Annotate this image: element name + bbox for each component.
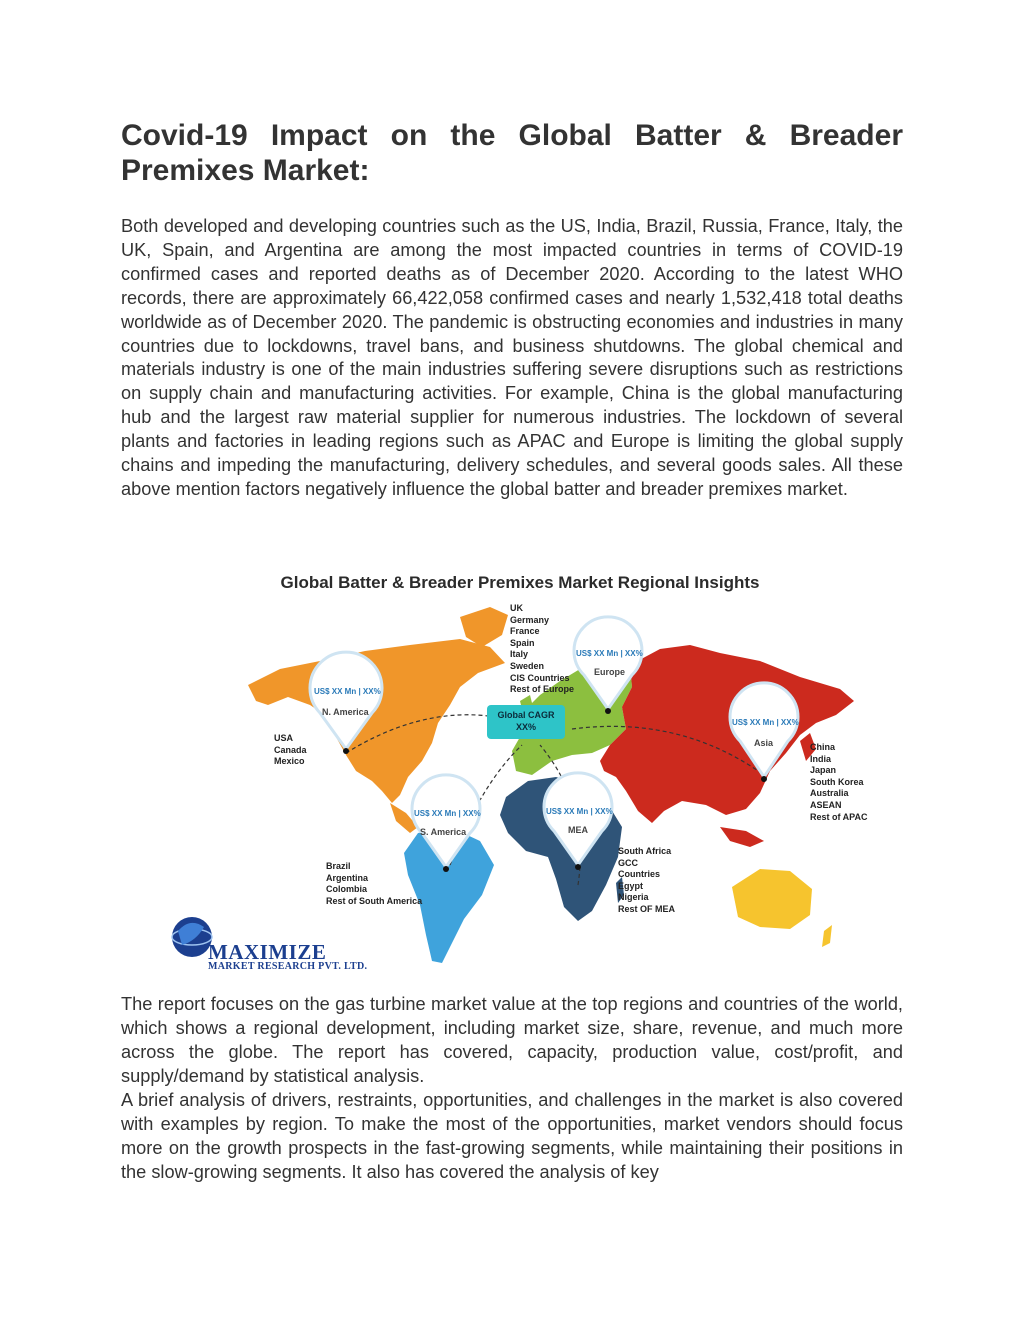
report-focus-paragraph: The report focuses on the gas turbine market value at the top regions and countries of the world, which shows a regional development, including market size, share, revenue, and much more across the globe. The report has covered, capacity, production value, cost/profit, and supply/demand by statistical analysis.	[121, 994, 903, 1086]
regional-insights-figure	[160, 565, 880, 975]
country-item: South Korea	[810, 776, 864, 787]
country-item: UK	[510, 603, 523, 613]
north-america-country-list	[274, 733, 307, 768]
country-item: Spain	[510, 637, 535, 648]
country-item: Germany	[510, 614, 550, 625]
south-america-value: US$ XX Mn | XX%	[414, 809, 481, 818]
country-item: Japan	[810, 765, 837, 776]
country-item: Rest of APAC	[810, 811, 868, 822]
mea-value: US$ XX Mn | XX%	[546, 807, 613, 816]
country-item: Rest of Europe	[510, 684, 575, 695]
country-item: Australia	[810, 788, 849, 799]
country-item: South Africa	[618, 846, 672, 856]
north-america-shape	[248, 639, 505, 803]
europe-label: Europe	[594, 667, 626, 677]
logo-wordmark: MAXIMIZE	[208, 940, 327, 964]
country-item: CIS Countries	[510, 672, 570, 683]
country-item: USA	[274, 733, 294, 743]
country-item: Rest OF MEA	[618, 903, 676, 914]
country-item: Colombia	[326, 884, 368, 895]
north-america-label: N. America	[322, 707, 369, 717]
asia-country-list	[810, 742, 868, 823]
page-title: Covid-19 Impact on the Global Batter & Breader Premixes Market:	[121, 119, 903, 187]
cagr-value: XX%	[515, 722, 536, 732]
figure-title: Global Batter & Breader Premixes Market Regional Insights	[280, 573, 760, 592]
country-item: Rest of South America	[326, 895, 423, 906]
global-cagr-badge	[487, 705, 565, 739]
logo-subtitle: MARKET RESEARCH PVT. LTD.	[208, 961, 368, 972]
globe-icon	[172, 917, 212, 957]
intro-paragraph: Both developed and developing countries such as the US, India, Brazil, Russia, France, Italy, the UK, Spain, and Argentina are among the most impacted countries in terms of COVID-19 confirmed cases and reported deaths as of December 2020. According to the latest WHO records, there are approximately 66,422,058 confirmed cases and nearly 1,532,418 total deaths worldwide as of December 2020. The pandemic is obstructing economies and industries in many countries due to lockdowns, travel bans, and business shutdowns. The global chemical and materials industry is one of the main industries suffering severe disruptions such as restrictions on supply chain and manufacturing activities. For example, China is the global manufacturing hub and the largest raw material supplier for numerous industries. The lockdown of several plants and factories in leading regions such as APAC and Europe is limiting the global supply chains and impeding the manufacturing, delivery schedules, and several goods sales. All these above mention factors negatively influence the global batter and breader premixes market.	[121, 216, 903, 499]
mea-country-list	[618, 846, 675, 916]
europe-country-list	[510, 603, 574, 696]
country-item: Italy	[510, 649, 529, 660]
asia-value: US$ XX Mn | XX%	[732, 718, 799, 727]
country-item: Argentina	[326, 872, 369, 883]
new-zealand-shape	[822, 925, 832, 947]
south-america-label: S. America	[420, 827, 467, 837]
north-america-value: US$ XX Mn | XX%	[314, 687, 381, 696]
country-item: India	[810, 753, 832, 764]
analysis-paragraph: A brief analysis of drivers, restraints, opportunities, and challenges in the market is also covered with examples by region. To make the most of the opportunities, market vendors should focus more on the growth prospects in the fast-growing segments, while maintaining their positions in the slow-growing segments. It also has covered the analysis of key	[121, 1090, 903, 1182]
country-item: Countries	[618, 869, 661, 880]
country-item: Mexico	[274, 756, 305, 767]
country-item: Egypt	[618, 880, 644, 891]
south-america-country-list	[326, 861, 422, 907]
country-item: France	[510, 626, 540, 637]
country-item: Brazil	[326, 861, 351, 871]
country-item: ASEAN	[810, 799, 842, 810]
country-item: Nigeria	[618, 892, 649, 903]
cagr-label: Global CAGR	[497, 710, 555, 720]
country-item: Sweden	[510, 660, 545, 671]
mea-label: MEA	[568, 825, 588, 835]
southeast-asia-islands-shape	[720, 827, 764, 847]
europe-value: US$ XX Mn | XX%	[576, 649, 643, 658]
country-item: GCC	[618, 857, 638, 868]
country-item: China	[810, 742, 836, 752]
country-item: Canada	[274, 744, 307, 755]
australia-shape	[732, 869, 812, 929]
asia-label: Asia	[754, 738, 774, 748]
